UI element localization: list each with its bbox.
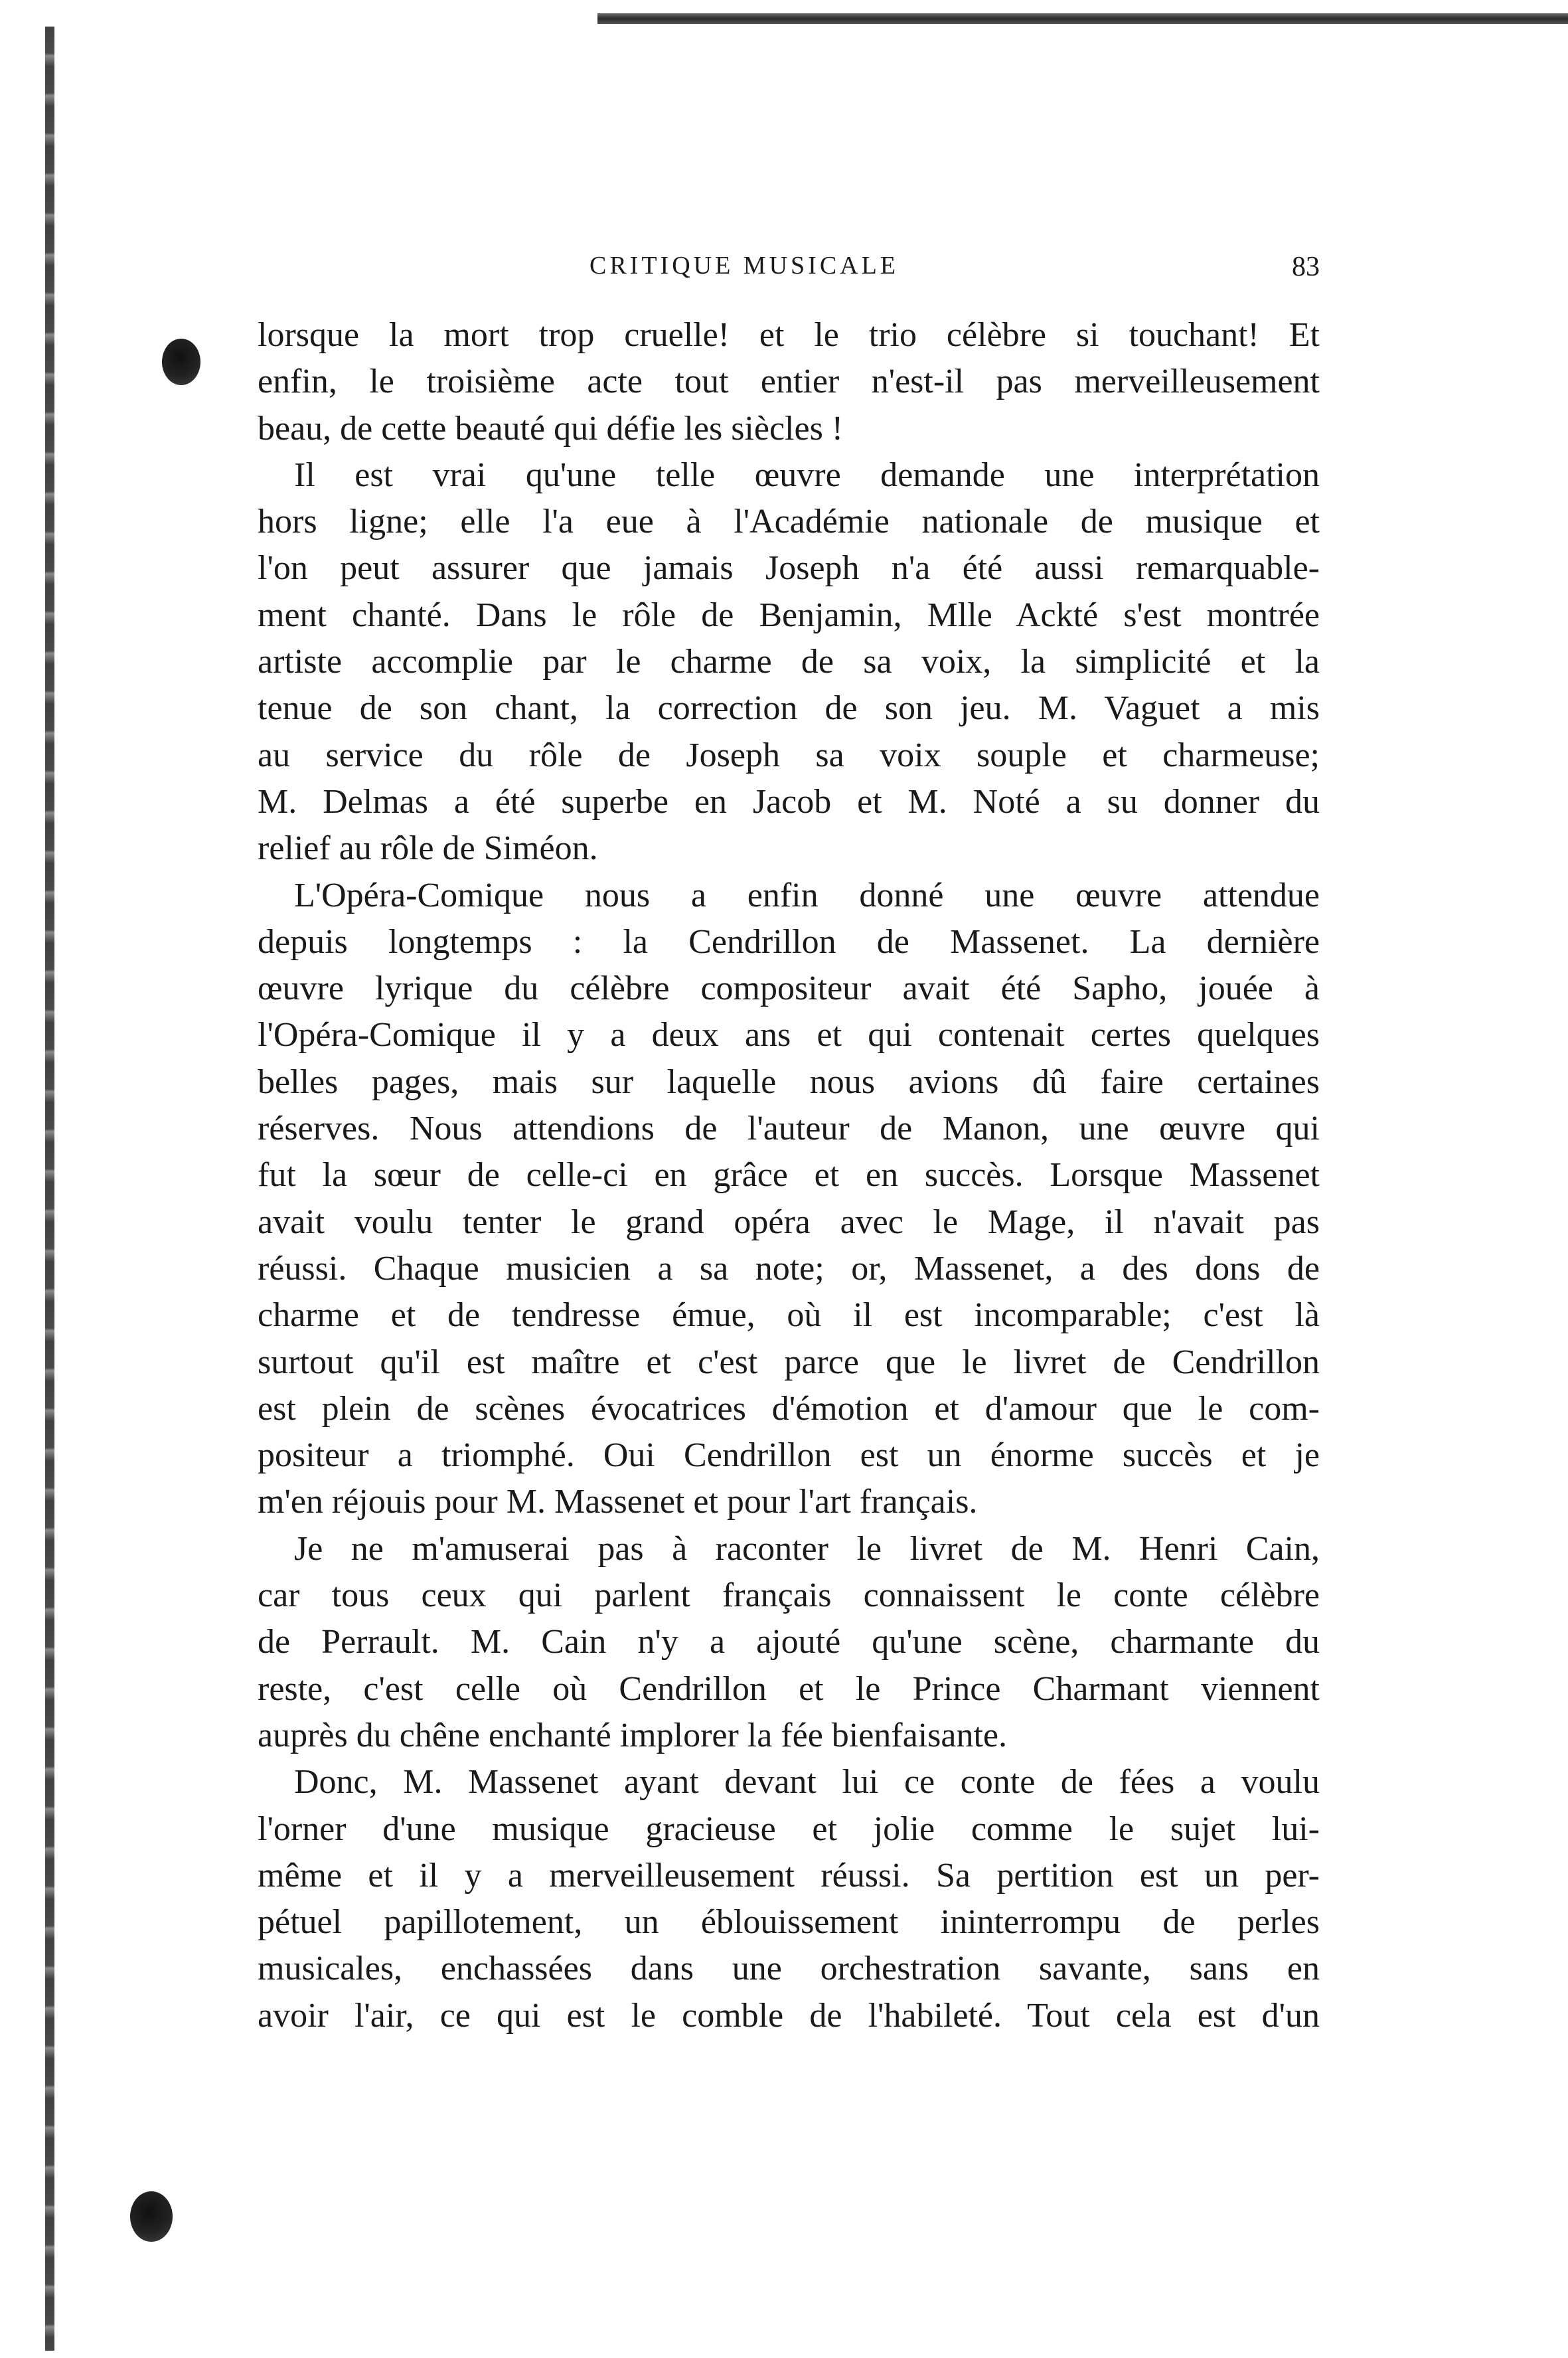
text-line: fut la sœur de celle-ci en grâce et en succès. Lorsque Massenet — [258, 1156, 1320, 1195]
text-line: est plein de scènes évocatrices d'émotion et d'amour que le com- — [258, 1389, 1320, 1428]
text-line: l'orner d'une musique gracieuse et jolie comme le sujet lui- — [258, 1810, 1320, 1848]
text-line: au service du rôle de Joseph sa voix souple et charmeuse; — [258, 736, 1320, 774]
text-line: relief au rôle de Siméon. — [258, 829, 598, 868]
text-line: belles pages, mais sur laquelle nous avions dû faire certaines — [258, 1062, 1320, 1101]
text-line: tenue de son chant, la correction de son jeu. M. Vaguet a mis — [258, 689, 1320, 728]
text-line: Il est vrai qu'une telle œuvre demande une interprétation — [294, 456, 1320, 494]
text-line: M. Delmas a été superbe en Jacob et M. Noté a su donner du — [258, 782, 1320, 821]
text-line: charme et de tendresse émue, où il est incomparable; c'est là — [258, 1296, 1320, 1335]
page-header — [258, 251, 1320, 291]
text-line: de Perrault. M. Cain n'y a ajouté qu'une scène, charmante du — [258, 1623, 1320, 1661]
ink-blot — [130, 2191, 173, 2242]
text-line: avoir l'air, ce qui est le comble de l'habileté. Tout cela est d'un — [258, 1996, 1320, 2035]
text-line: réserves. Nous attendions de l'auteur de Manon, une œuvre qui — [258, 1110, 1320, 1148]
text-line: pétuel papillotement, un éblouissement ininterrompu de perles — [258, 1903, 1320, 1942]
text-line: l'on peut assurer que jamais Joseph n'a été aussi remarquable- — [258, 549, 1320, 588]
text-line: ment chanté. Dans le rôle de Benjamin, Mlle Ackté s'est montrée — [258, 596, 1320, 634]
text-line: L'Opéra-Comique nous a enfin donné une œuvre attendue — [294, 876, 1320, 914]
text-line: surtout qu'il est maître et c'est parce que le livret de Cendrillon — [258, 1343, 1320, 1381]
text-line: beau, de cette beauté qui défie les siècles ! — [258, 409, 844, 448]
top-rule — [597, 13, 1568, 24]
text-line: car tous ceux qui parlent français connaissent le conte célèbre — [258, 1576, 1320, 1615]
text-line: œuvre lyrique du célèbre compositeur avait été Sapho, jouée à — [258, 969, 1320, 1008]
text-line: l'Opéra-Comique il y a deux ans et qui contenait certes quelques — [258, 1016, 1320, 1054]
running-title: CRITIQUE MUSICALE — [589, 252, 900, 280]
page-number: 83 — [1292, 252, 1320, 282]
text-line: Je ne m'amuserai pas à raconter le livret de M. Henri Cain, — [294, 1529, 1320, 1568]
text-line: réussi. Chaque musicien a sa note; or, Massenet, a des dons de — [258, 1249, 1320, 1288]
text-line: depuis longtemps : la Cendrillon de Massenet. La dernière — [258, 922, 1320, 961]
text-line: m'en réjouis pour M. Massenet et pour l'art français. — [258, 1483, 978, 1521]
page-binding-edge — [45, 27, 54, 2351]
text-line: musicales, enchassées dans une orchestration savante, sans en — [258, 1950, 1320, 1988]
text-line: auprès du chêne enchanté implorer la fée bienfaisante. — [258, 1716, 1007, 1754]
text-line: lorsque la mort trop cruelle! et le trio célèbre si touchant! Et — [258, 316, 1320, 354]
text-line: même et il y a merveilleusement réussi. Sa pertition est un per- — [258, 1856, 1320, 1895]
body-text — [258, 312, 1320, 2039]
text-line: avait voulu tenter le grand opéra avec le Mage, il n'avait pas — [258, 1203, 1320, 1241]
ink-blot — [162, 339, 200, 385]
text-line: positeur a triomphé. Oui Cendrillon est un énorme succès et je — [258, 1436, 1320, 1475]
text-line: Donc, M. Massenet ayant devant lui ce conte de fées a voulu — [294, 1763, 1320, 1802]
text-line: hors ligne; elle l'a eue à l'Académie nationale de musique et — [258, 503, 1320, 541]
text-line: artiste accomplie par le charme de sa voix, la simplicité et la — [258, 643, 1320, 681]
text-line: reste, c'est celle où Cendrillon et le Prince Charmant viennent — [258, 1669, 1320, 1708]
text-line: enfin, le troisième acte tout entier n'est-il pas merveilleusement — [258, 363, 1320, 401]
